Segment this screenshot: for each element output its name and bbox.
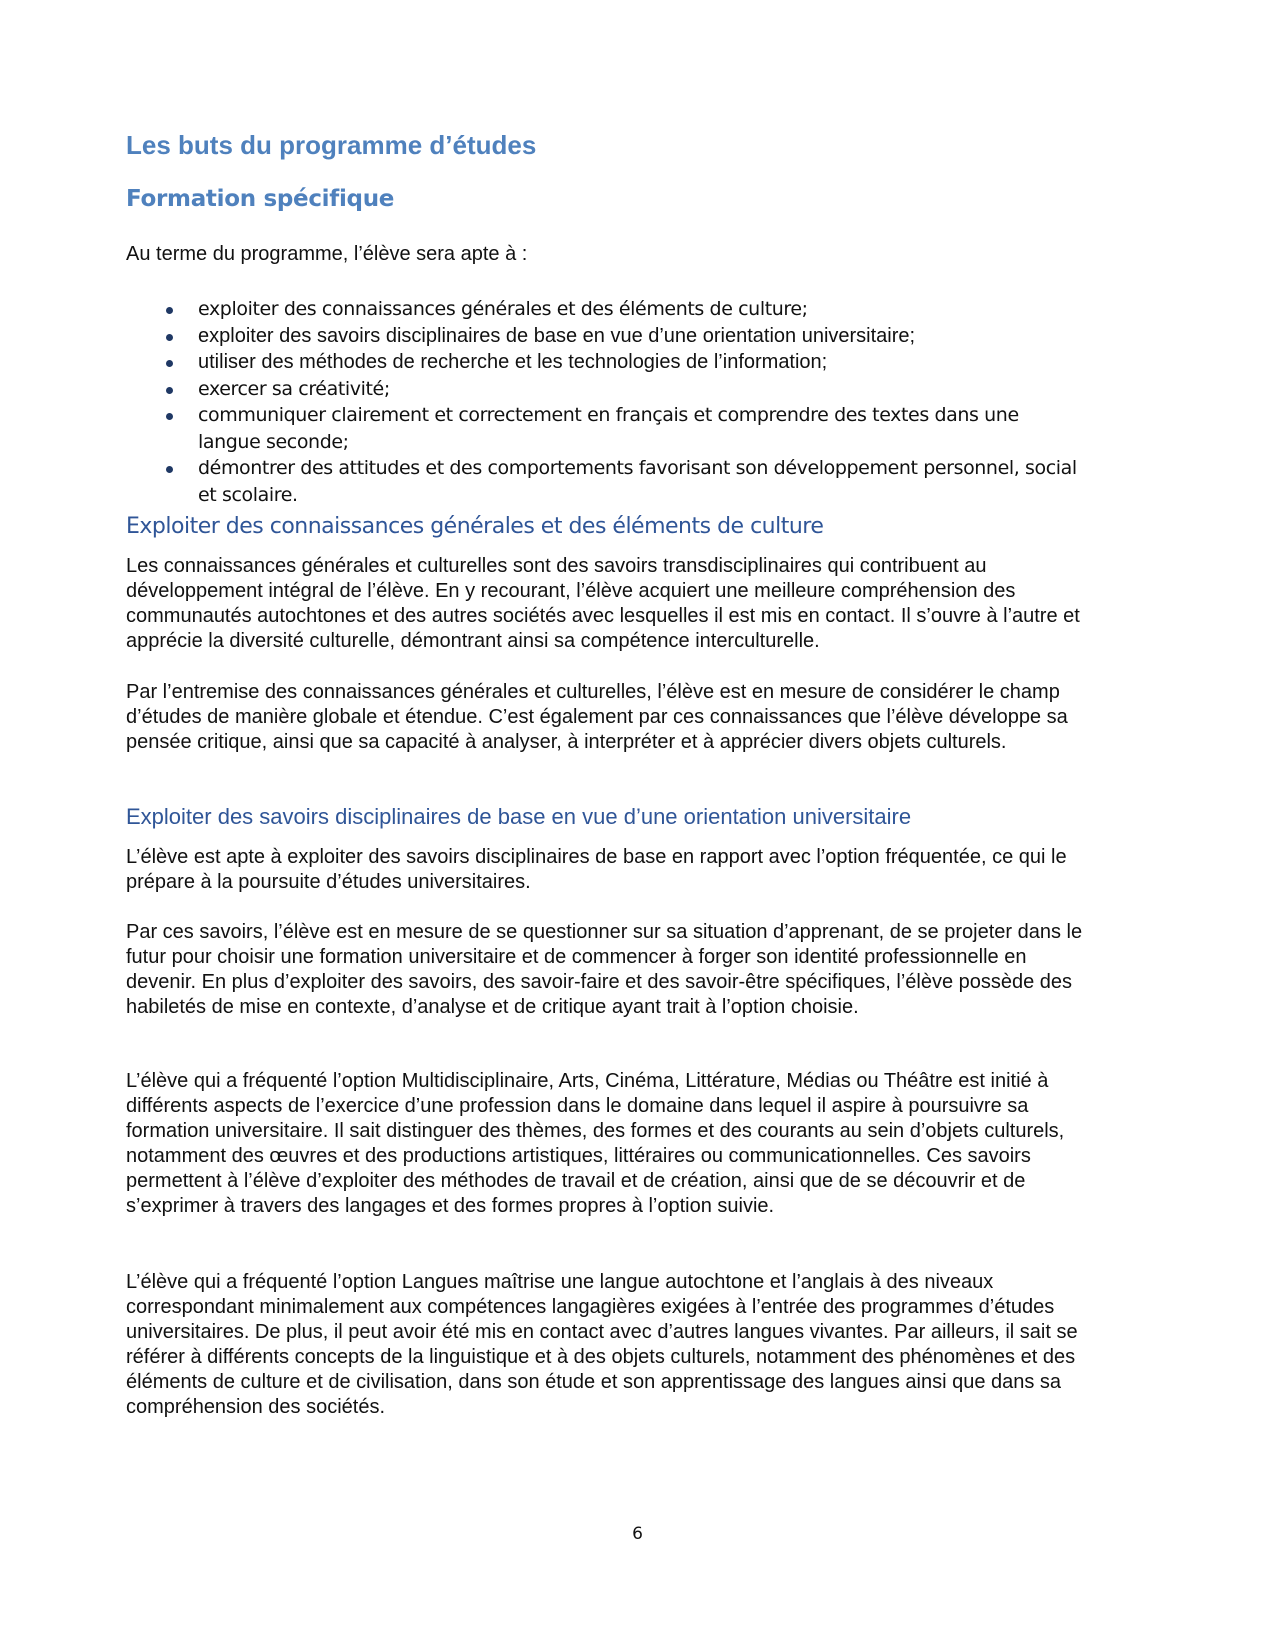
bullet-icon bbox=[166, 334, 173, 341]
bullet-icon bbox=[166, 360, 173, 367]
section-heading: Exploiter des connaissances générales et des éléments de culture bbox=[126, 514, 824, 539]
bullet-icon bbox=[166, 387, 173, 394]
paragraph: L’élève est apte à exploiter des savoirs disciplinaires de base en rapport avec l’option fréquentée, ce qui le prépare à la poursuite d’études universitaires. bbox=[126, 846, 1067, 893]
list-item: communiquer clairement et correctement en français et comprendre des textes dans une langue seconde; bbox=[126, 402, 1086, 455]
page-title: Les buts du programme d’études bbox=[126, 130, 537, 160]
bullet-icon bbox=[166, 307, 173, 314]
list-item: exercer sa créativité; bbox=[126, 376, 1086, 403]
list-item: exploiter des savoirs disciplinaires de base en vue d’une orientation universitaire; bbox=[126, 323, 1086, 350]
goals-list bbox=[126, 296, 1086, 508]
page-number: 6 bbox=[632, 1524, 643, 1544]
list-item: utiliser des méthodes de recherche et les technologies de l’information; bbox=[126, 349, 1086, 376]
bullet-icon bbox=[166, 413, 173, 420]
intro-text: Au terme du programme, l’élève sera apte à : bbox=[126, 243, 528, 265]
paragraph: Par l’entremise des connaissances générales et culturelles, l’élève est en mesure de considérer le champ d’études de manière globale et étendue. C’est également par ces connaissances que l’élève développe sa pensée critique, ainsi que sa capacité à analyser, à interpréter et à apprécier divers objets culturels. bbox=[126, 681, 1068, 753]
paragraph: L’élève qui a fréquenté l’option Multidisciplinaire, Arts, Cinéma, Littérature, Médias ou Théâtre est initié à différents aspects de l’exercice d’une profession dans le domaine dans lequel il aspire à poursuivre sa formation universitaire. Il sait distinguer des thèmes, des formes et des courants au sein d’objets culturels, notamment des œuvres et des productions artistiques, littéraires ou communicationnelles. Ces savoirs permettent à l’élève d’exploiter des méthodes de travail et de création, ainsi que de se découvrir et de s’exprimer à travers des langages et des formes propres à l’option suivie. bbox=[126, 1070, 1065, 1217]
section-subtitle: Formation spécifique bbox=[126, 186, 395, 212]
list-item: exploiter des connaissances générales et des éléments de culture; bbox=[126, 296, 1086, 323]
paragraph: L’élève qui a fréquenté l’option Langues maîtrise une langue autochtone et l’anglais à des niveaux correspondant minimalement aux compétences langagières exigées à l’entrée des programmes d’études universitaires. De plus, il peut avoir été mis en contact avec d’autres langues vivantes. Par ailleurs, il sait se référer à différents concepts de la linguistique et à des objets culturels, notamment des phénomènes et des éléments de culture et de civilisation, dans son étude et son apprentissage des langues ainsi que dans sa compréhension des sociétés. bbox=[126, 1271, 1078, 1418]
paragraph: Par ces savoirs, l’élève est en mesure de se questionner sur sa situation d’apprenant, de se projeter dans le futur pour choisir une formation universitaire et de commencer à forger son identité professionnelle en devenir. En plus d’exploiter des savoirs, des savoir-faire et des savoir-être spécifiques, l’élève possède des habiletés de mise en contexte, d’analyse et de critique ayant trait à l’option choisie. bbox=[126, 921, 1083, 1018]
section-heading: Exploiter des savoirs disciplinaires de base en vue d’une orientation universitaire bbox=[126, 804, 912, 829]
list-item: démontrer des attitudes et des comportements favorisant son développement personnel, social et scolaire. bbox=[126, 455, 1086, 508]
paragraph: Les connaissances générales et culturelles sont des savoirs transdisciplinaires qui contribuent au développement intégral de l’élève. En y recourant, l’élève acquiert une meilleure compréhension des communautés autochtones et des autres sociétés avec lesquelles il est mis en contact. Il s’ouvre à l’autre et apprécie la diversité culturelle, démontrant ainsi sa compétence interculturelle. bbox=[126, 555, 1080, 652]
bullet-icon bbox=[166, 466, 173, 473]
